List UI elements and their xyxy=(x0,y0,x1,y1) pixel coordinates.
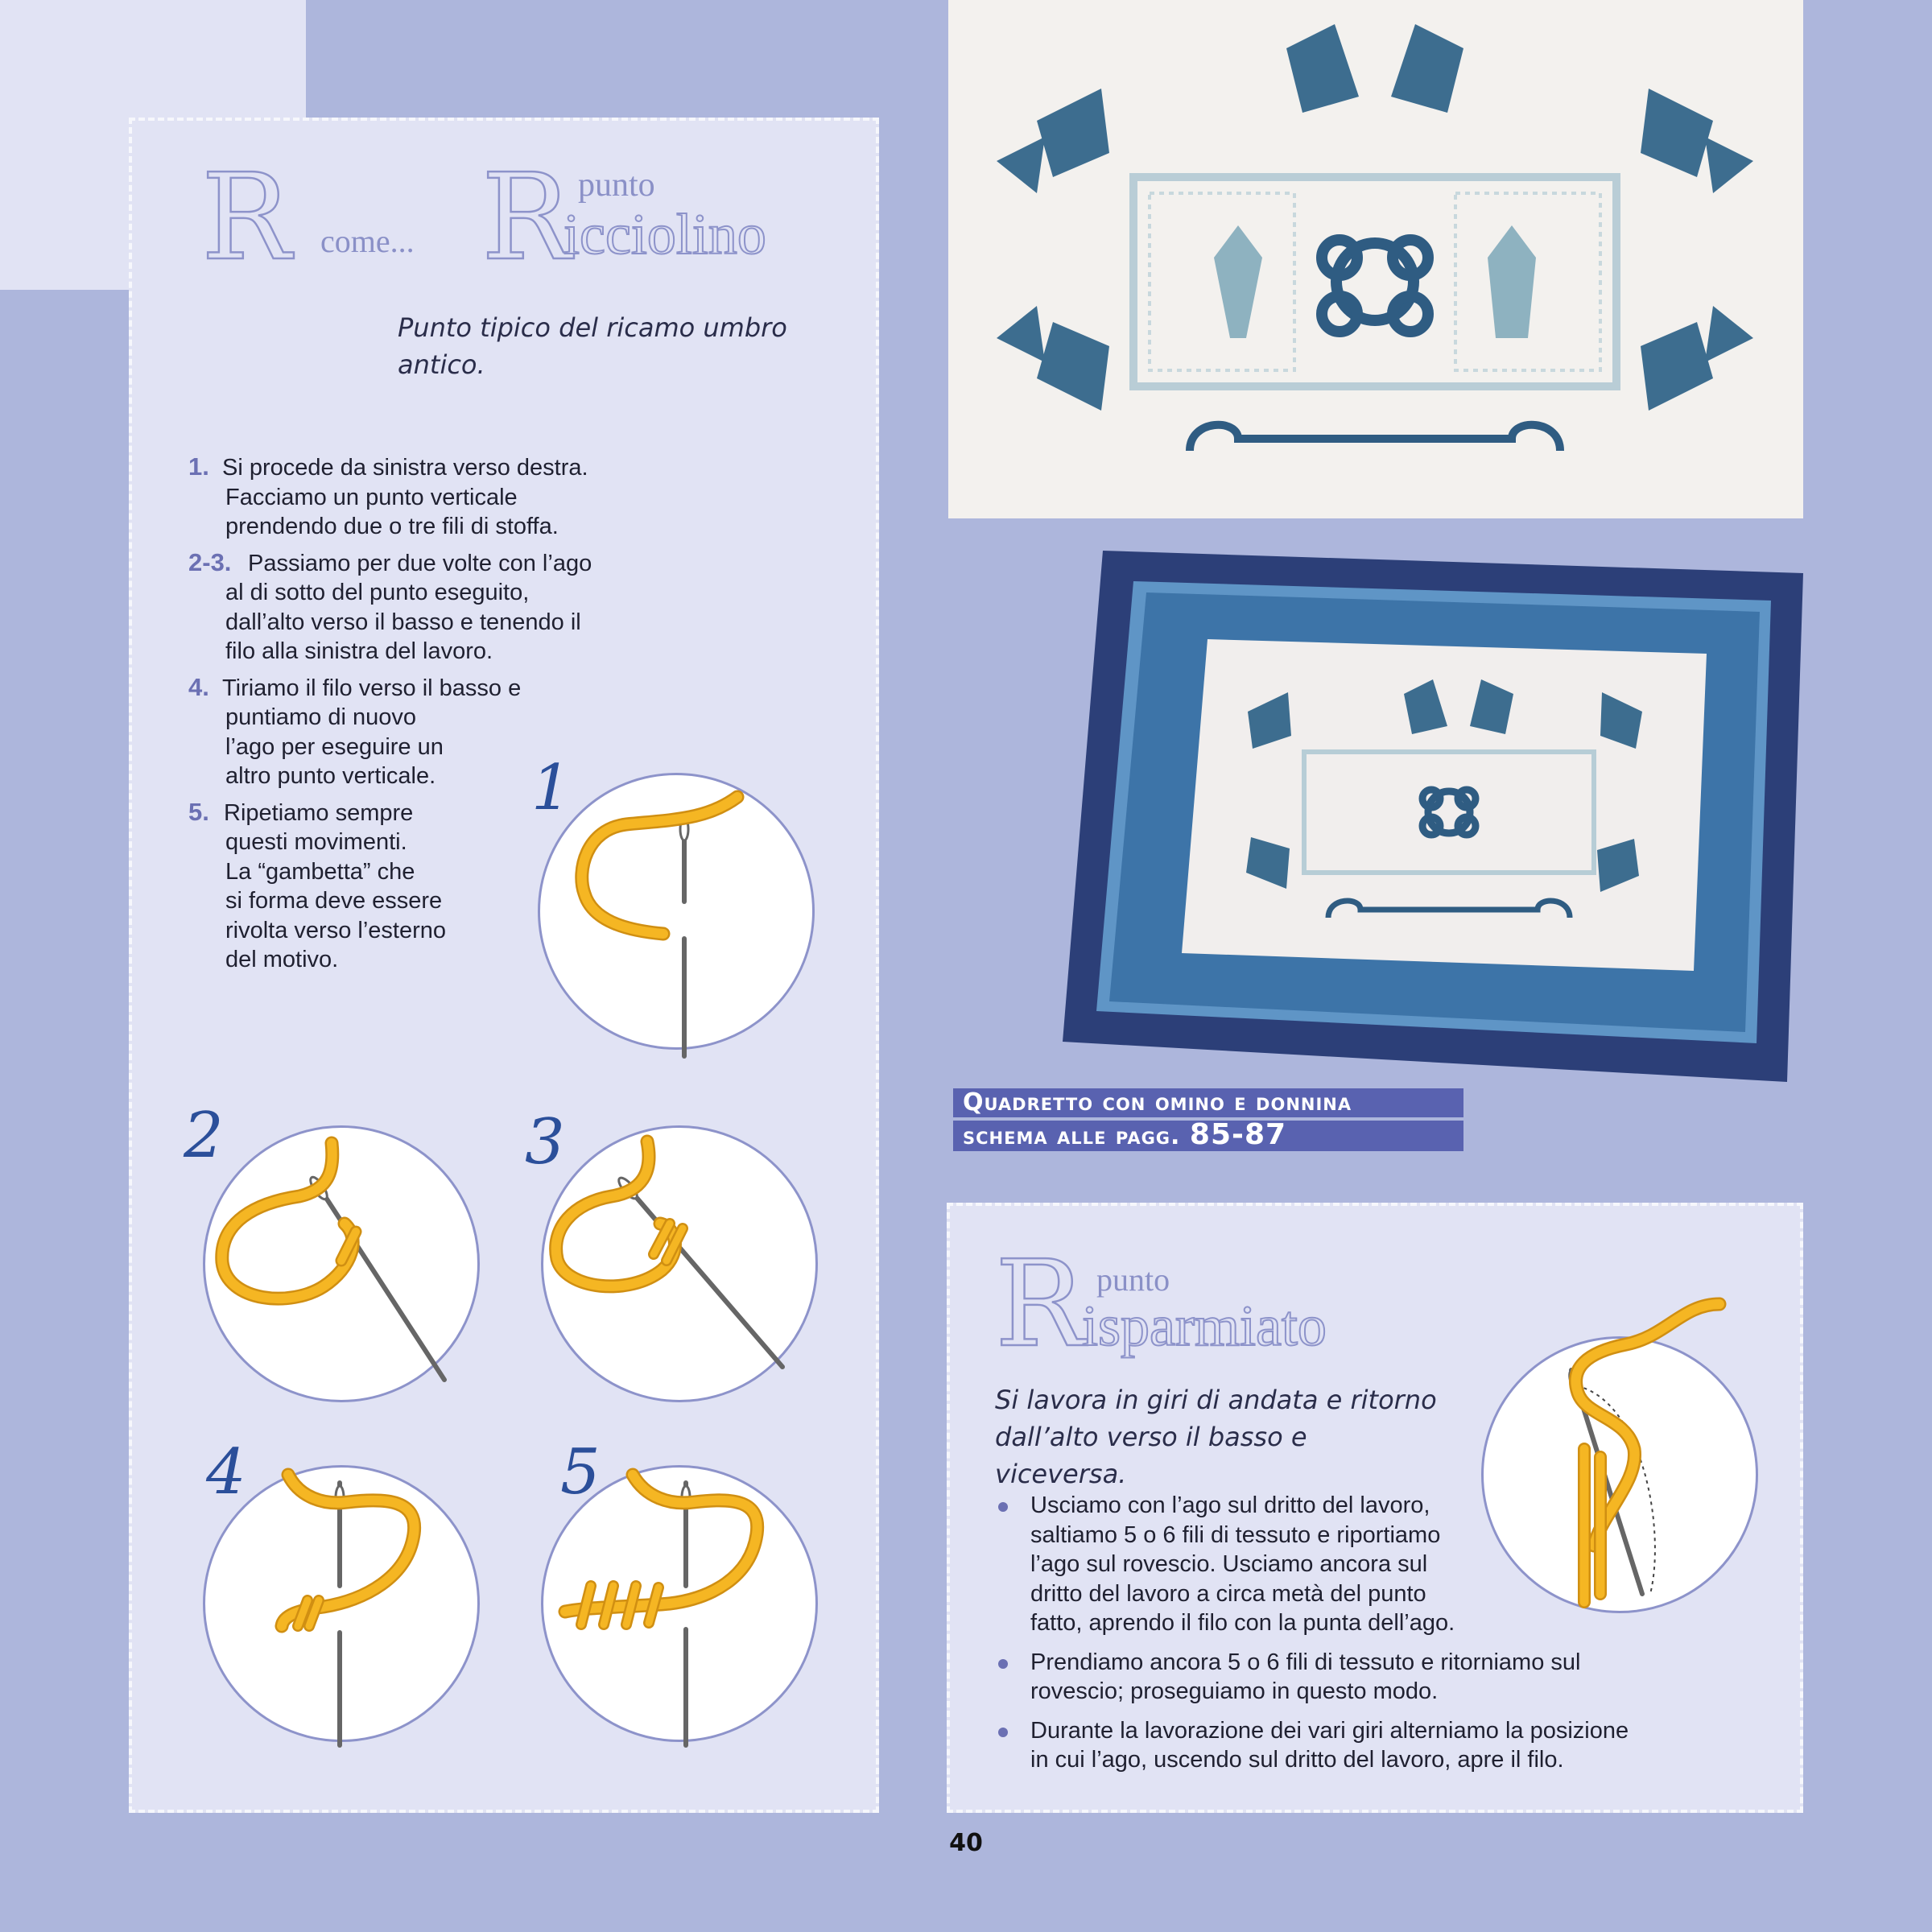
stitch-diagram-4 xyxy=(203,1465,480,1742)
caption-pages: 85-87 xyxy=(1189,1118,1287,1151)
diagram-number-1: 1 xyxy=(531,752,572,824)
page-title-ricciolino: icciolino xyxy=(564,202,766,266)
step-number: 2-3. xyxy=(188,547,232,576)
intro-line: Si lavora in giri di andata e ritorno xyxy=(995,1385,1437,1415)
needle-thread-illustration xyxy=(203,1125,480,1402)
intro-line: dall’alto verso il basso e viceversa. xyxy=(995,1422,1307,1489)
needle-thread-illustration xyxy=(203,1465,480,1742)
bullet-item: Durante la lavorazione dei vari giri alterniamo la posizione in cui l’ago, uscendo sul dritto del lavoro, apre il filo. xyxy=(995,1716,1703,1775)
diagram-number-2: 2 xyxy=(184,1100,224,1172)
bullet-item: Prendiamo ancora 5 o 6 fili di tessuto e ritorniamo sul rovescio; proseguiamo in questo modo. xyxy=(995,1648,1703,1707)
step-number: 5. xyxy=(188,797,209,826)
ricciolino-intro xyxy=(398,309,816,383)
step-text: Tiriamo il filo verso il basso e puntiamo di nuovo l’ago per eseguire un altro punto verticale. xyxy=(222,675,522,789)
stitch-diagram-5 xyxy=(541,1465,818,1742)
caption-prefix: schema alle pagg. xyxy=(963,1122,1181,1150)
risparmiato-bullets xyxy=(995,1491,1703,1785)
step-text: Ripetiamo sempre questi movimenti. La “gambetta” che si forma deve essere rivolta verso l’esterno del motivo. xyxy=(224,799,446,972)
stitch-diagram-1 xyxy=(538,773,815,1050)
risparmiato-intro xyxy=(995,1381,1446,1492)
title-initial-r3: R xyxy=(995,1235,1085,1373)
caption-line-1: Quadretto con omino e donnina xyxy=(953,1088,1463,1117)
title-initial-r: R xyxy=(201,148,291,287)
step-item xyxy=(188,548,639,667)
stitch-diagram-3 xyxy=(541,1125,818,1402)
photo-caption xyxy=(953,1088,1463,1154)
title-punto: punto xyxy=(578,167,655,204)
diagram-number-5: 5 xyxy=(560,1436,601,1509)
title-come: come... xyxy=(320,223,415,259)
page-title-risparmiato: isparmiato xyxy=(1082,1294,1327,1358)
embroidery-photo xyxy=(948,0,1803,518)
embroidery-illustration xyxy=(948,0,1803,518)
needle-thread-illustration xyxy=(541,1125,818,1402)
caption-line-2 xyxy=(953,1118,1463,1151)
diagram-number-3: 3 xyxy=(525,1106,565,1179)
step-number: 4. xyxy=(188,672,209,701)
step-text: Si procede da sinistra verso destra. Facciamo un punto verticale prendendo due o tre fili di stoffa. xyxy=(222,455,588,539)
step-text: Passiamo per due volte con l’ago al di sotto del punto eseguito, dall’alto verso il basso e tenendo il filo alla sinistra del lavoro. xyxy=(225,550,592,664)
intro-line: antico. xyxy=(398,349,485,380)
diagram-number-4: 4 xyxy=(206,1436,246,1509)
needle-thread-illustration xyxy=(541,1465,818,1742)
title-punto-2: punto xyxy=(1096,1261,1170,1298)
page-number: 40 xyxy=(949,1829,983,1857)
needle-thread-illustration xyxy=(538,773,815,1050)
framed-embroidery-photo xyxy=(1063,551,1803,1082)
step-number: 1. xyxy=(188,452,209,481)
title-initial-r2: R xyxy=(481,148,572,287)
stitch-diagram-2 xyxy=(203,1125,480,1402)
bullet-item: Usciamo con l’ago sul dritto del lavoro, saltiamo 5 o 6 fili di tessuto e riportiamo l’ago sul rovescio. Usciamo ancora sul dritto del lavoro a circa metà del punto fatto, aprendo il filo con la punta dell’ago. xyxy=(995,1491,1703,1638)
step-item xyxy=(188,452,639,542)
intro-line: Punto tipico del ricamo umbro xyxy=(398,312,787,343)
frame-illustration xyxy=(1063,551,1803,1082)
